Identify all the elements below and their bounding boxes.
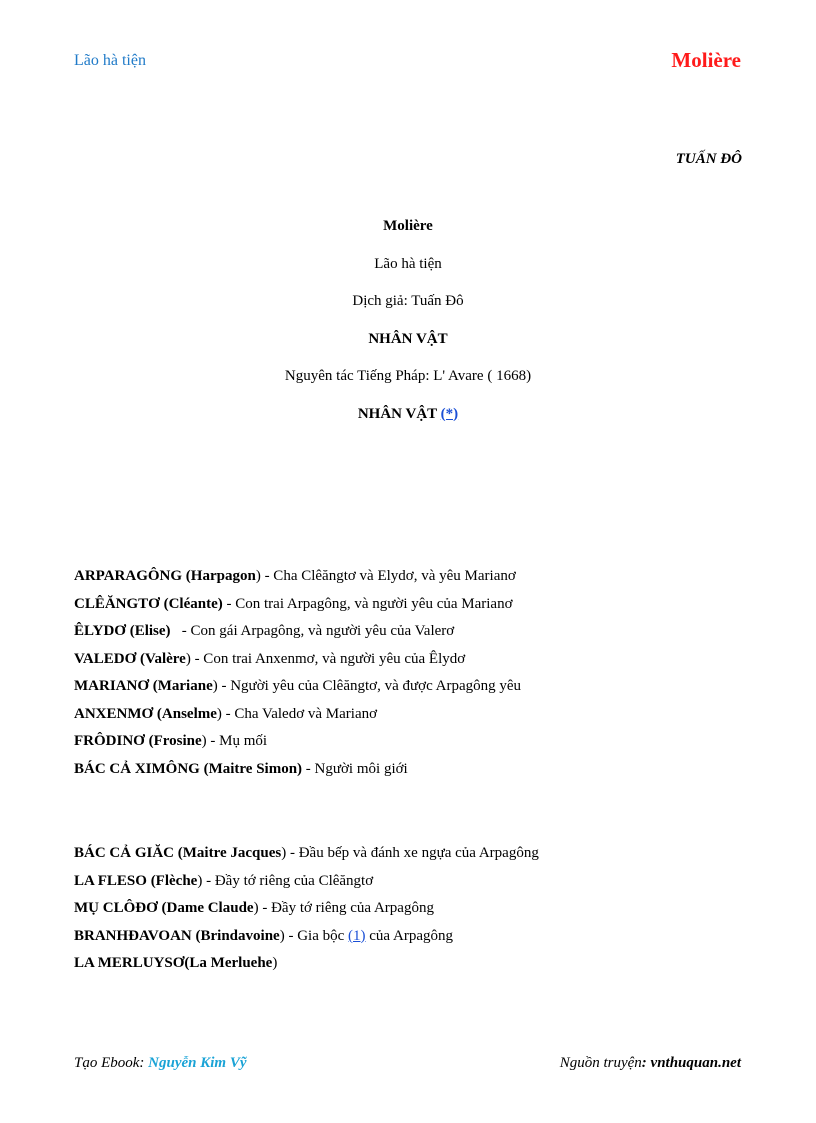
cast-desc: - Đầy tớ riêng của Arpagông bbox=[258, 900, 434, 916]
cast-desc: - Người yêu của Clêăngtơ, và được Arpagông yêu bbox=[217, 678, 522, 694]
footer-ebook-credit: Tạo Ebook: Nguyễn Kim Vỹ bbox=[74, 1055, 247, 1071]
section-heading-characters-note bbox=[0, 403, 816, 441]
cast-desc-after: của Arpagông bbox=[365, 927, 453, 944]
cast-desc: - Con trai Arpagông, và người yêu của Marianơ bbox=[222, 595, 513, 612]
cast-row bbox=[74, 843, 539, 871]
cast-name-tail: ) bbox=[255, 568, 261, 584]
cast-name: MỤ CLÔĐƠ (Dame Claude bbox=[74, 900, 254, 916]
cast-name: LA FLESO (Flèche bbox=[74, 872, 198, 889]
author-name: Molière bbox=[383, 218, 433, 234]
cast-name-tail: ) bbox=[272, 955, 278, 971]
footer-source-label: Nguồn truyện bbox=[559, 1055, 642, 1071]
footer-ebook-creator: Nguyễn Kim Vỹ bbox=[148, 1055, 247, 1071]
footer-ebook-label: Tạo Ebook bbox=[74, 1055, 140, 1071]
cast-row bbox=[74, 926, 539, 954]
book-title: Lão hà tiện bbox=[374, 255, 442, 272]
cast-name: LA MERLUYSƠ(La Merluehe bbox=[74, 955, 273, 971]
cast-name: FRÔDINƠ (Frosine bbox=[74, 733, 202, 749]
cast-name-tail: ) bbox=[279, 927, 285, 944]
cast-desc: - Mụ mối bbox=[206, 733, 268, 749]
cast-name: CLÊĂNGTƠ (Cléante) bbox=[74, 595, 223, 612]
cast-name-tail: ) bbox=[197, 872, 203, 889]
cast-name-tail: ) bbox=[185, 650, 191, 667]
cast-row bbox=[74, 621, 521, 649]
header-author: Molière bbox=[671, 48, 741, 72]
cast-desc: - Đầy tớ riêng của Clêăngtơ bbox=[202, 872, 374, 889]
cast-name: BÁC CẢ XIMÔNG (Maitre Simon) bbox=[74, 760, 303, 777]
cast-desc: - Con trai Anxenmơ, và người yêu của Êlydơ bbox=[190, 650, 466, 667]
cast-list-1 bbox=[74, 566, 521, 786]
title-block bbox=[0, 215, 816, 440]
cast-name: ARPARAGÔNG (Harpagon bbox=[74, 568, 256, 584]
cast-row bbox=[74, 898, 539, 926]
cast-name: BRANHĐAVOAN (Brindavoine bbox=[74, 927, 280, 944]
cast-desc: - Gia bộc bbox=[284, 927, 349, 944]
cast-name: ÊLYDƠ (Elise) bbox=[74, 623, 171, 639]
translator-credit: Dịch giả: Tuấn Đô bbox=[352, 293, 464, 309]
cast-desc: - Cha Valedơ và Marianơ bbox=[221, 705, 378, 722]
footer-source-site: vnthuquan.net bbox=[650, 1055, 741, 1071]
cast-row bbox=[74, 649, 521, 677]
cast-name: BÁC CẢ GIĂC (Maitre Jacques bbox=[74, 845, 282, 861]
cast-name: ANXENMƠ (Anselme bbox=[74, 705, 217, 722]
cast-name-tail: ) bbox=[201, 733, 207, 749]
cast-row bbox=[74, 731, 521, 759]
cast-name: MARIANƠ (Mariane bbox=[74, 678, 213, 694]
cast-list-2 bbox=[74, 843, 539, 981]
cast-name-tail: ) bbox=[216, 705, 222, 722]
cast-row bbox=[74, 594, 521, 622]
cast-name: VALEDƠ (Valère bbox=[74, 650, 186, 667]
cast-row bbox=[74, 566, 521, 594]
cast-row bbox=[74, 676, 521, 704]
cast-name-tail: ) bbox=[212, 678, 218, 694]
cast-row bbox=[74, 704, 521, 732]
cast-row bbox=[74, 759, 521, 787]
section-heading-characters: NHÂN VẬT bbox=[368, 330, 448, 347]
footnote-link[interactable]: (*) bbox=[440, 405, 459, 422]
footnote-link[interactable]: (1) bbox=[348, 927, 366, 944]
section-heading-text: NHÂN VẬT bbox=[357, 405, 437, 422]
cast-desc: - Con gái Arpagông, và người yêu của Valerơ bbox=[170, 623, 455, 639]
cast-name-tail: ) bbox=[281, 845, 287, 861]
cast-row bbox=[74, 871, 539, 899]
cast-desc: - Người môi giới bbox=[302, 760, 408, 777]
cast-desc: - Cha Clêăngtơ và Elydơ, và yêu Marianơ bbox=[260, 568, 516, 584]
header-book-title: Lão hà tiện bbox=[74, 52, 146, 69]
original-title: Nguyên tác Tiếng Pháp: L' Avare ( 1668) bbox=[284, 368, 532, 384]
translator-name: TUẤN ĐÔ bbox=[675, 151, 742, 167]
cast-name-tail: ) bbox=[253, 900, 259, 916]
cast-desc: - Đầu bếp và đánh xe ngựa của Arpagông bbox=[286, 845, 539, 861]
footer-source: Nguồn truyện: vnthuquan.net bbox=[559, 1055, 741, 1071]
cast-row bbox=[74, 953, 539, 981]
